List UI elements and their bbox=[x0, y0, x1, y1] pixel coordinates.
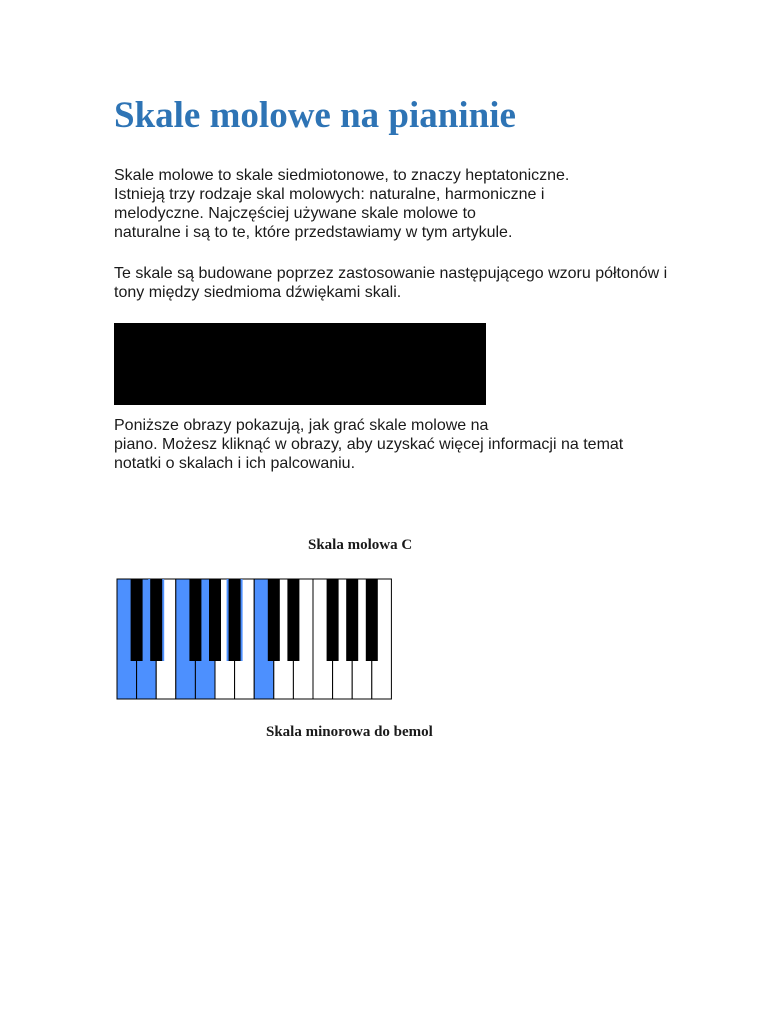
black-key bbox=[229, 579, 241, 661]
black-key bbox=[327, 579, 339, 661]
intro-paragraph bbox=[114, 166, 569, 242]
black-key bbox=[346, 579, 358, 661]
pattern-paragraph bbox=[114, 264, 667, 302]
text-line: Te skale są budowane poprzez zastosowanie następującego wzoru półtonów i bbox=[114, 265, 668, 282]
black-key bbox=[189, 579, 201, 661]
text-line: melodyczne. Najczęściej używane skale molowe to bbox=[114, 205, 476, 222]
text-line: tony między siedmioma dźwiękami skali. bbox=[114, 284, 402, 301]
text-line: Skale molowe to skale siedmiotonowe, to znaczy heptatoniczne. bbox=[114, 167, 570, 184]
page-title: Skale molowe na pianinie bbox=[114, 95, 516, 136]
black-key bbox=[268, 579, 280, 661]
black-key bbox=[209, 579, 221, 661]
redacted-image[interactable] bbox=[114, 323, 486, 405]
text-line: piano. Możesz kliknąć w obrazy, aby uzyskać więcej informacji na temat bbox=[114, 436, 624, 453]
text-line: Istnieją trzy rodzaje skal molowych: naturalne, harmoniczne i bbox=[114, 186, 545, 203]
images-paragraph bbox=[114, 416, 623, 473]
text-line: naturalne i są to te, które przedstawiamy w tym artykule. bbox=[114, 224, 513, 241]
black-key bbox=[150, 579, 162, 661]
d-flat-minor-caption: Skala minorowa do bemol bbox=[266, 724, 433, 740]
black-key bbox=[131, 579, 143, 661]
text-line: notatki o skalach i ich palcowaniu. bbox=[114, 455, 356, 472]
text-line: Poniższe obrazy pokazują, jak grać skale molowe na bbox=[114, 417, 489, 434]
c-minor-piano-keyboard-image[interactable] bbox=[116, 578, 394, 700]
black-key bbox=[366, 579, 378, 661]
black-key bbox=[287, 579, 299, 661]
c-minor-caption: Skala molowa C bbox=[308, 537, 413, 553]
